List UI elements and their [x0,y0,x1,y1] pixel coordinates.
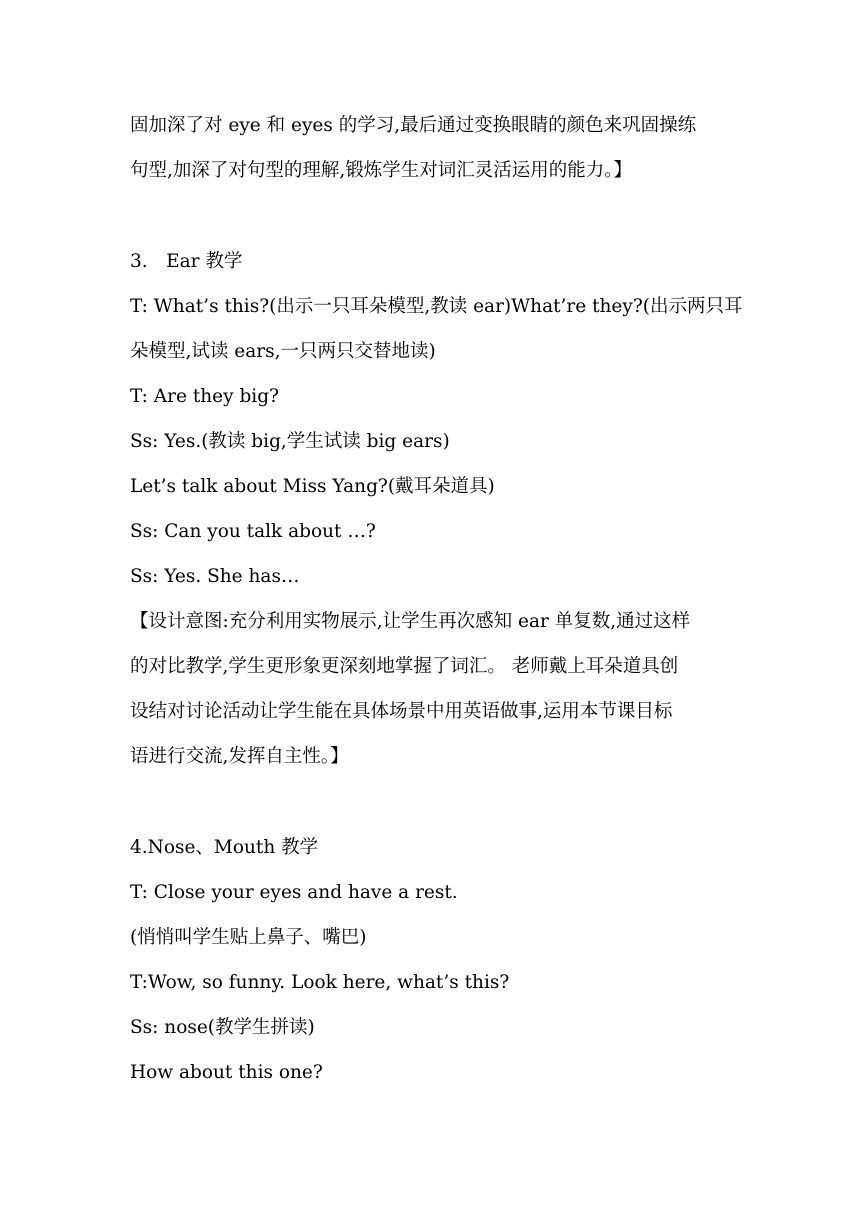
section-heading: 3. Ear 教学 [130,251,243,272]
paragraph-line: T: What’s this?(出示一只耳朵模型,教读 ear)What’re they?(出示两只耳 [130,296,743,317]
design-intent-line: 语进行交流,发挥自主性。】 [130,746,349,767]
paragraph-line: 朵模型,试读 ears,一只两只交替地读) [130,341,436,362]
dialogue-line: Ss: Yes. She has… [130,566,300,587]
dialogue-line: Let’s talk about Miss Yang?(戴耳朵道具) [130,476,495,497]
section-heading: 4.Nose、Mouth 教学 [130,837,319,858]
paragraph-line: 句型,加深了对句型的理解,锻炼学生对词汇灵活运用的能力。】 [130,160,633,181]
dialogue-line: Ss: Yes.(教读 big,学生试读 big ears) [130,431,450,452]
dialogue-line: T: Close your eyes and have a rest. [130,882,458,903]
dialogue-line: T: Are they big? [130,386,279,407]
design-intent-line: 【设计意图:充分利用实物展示,让学生再次感知 ear 单复数,通过这样 [130,611,691,632]
dialogue-line: (悄悄叫学生贴上鼻子、嘴巴) [130,927,367,948]
design-intent-line: 设结对讨论活动让学生能在具体场景中用英语做事,运用本节课目标 [130,701,673,722]
dialogue-line: T:Wow, so funny. Look here, what’s this? [130,972,510,993]
dialogue-line: Ss: Can you talk about …? [130,521,376,542]
paragraph-line: 固加深了对 eye 和 eyes 的学习,最后通过变换眼睛的颜色来巩固操练 [130,115,697,136]
dialogue-line: How about this one? [130,1062,323,1083]
design-intent-line: 的对比教学,学生更形象更深刻地掌握了词汇。 老师戴上耳朵道具创 [130,656,679,677]
dialogue-line: Ss: nose(教学生拼读) [130,1017,315,1038]
